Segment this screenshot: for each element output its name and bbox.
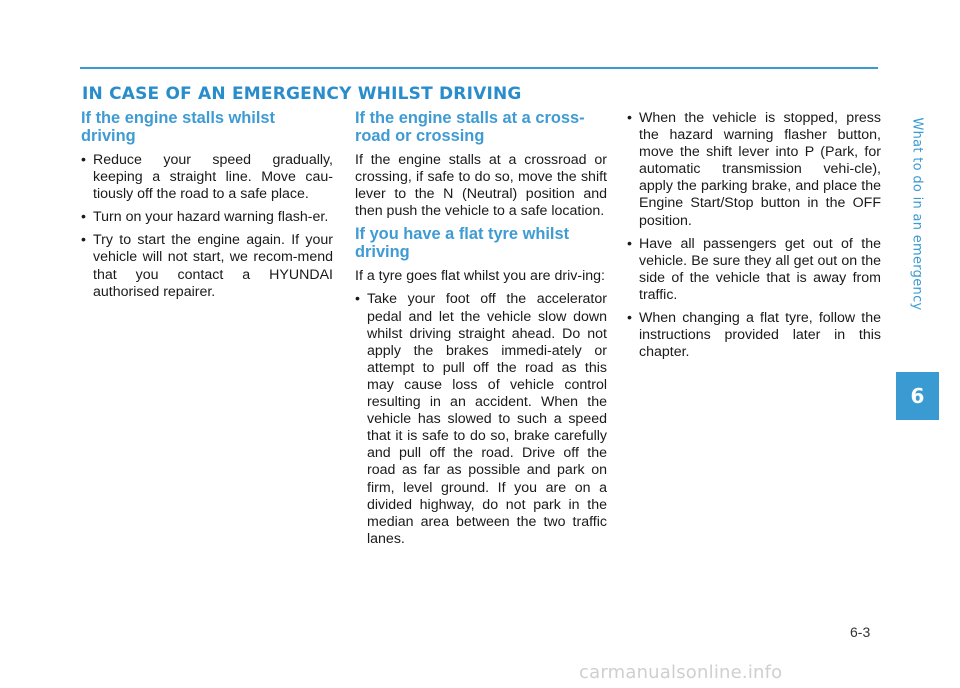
paragraph-flat-tyre-intro: If a tyre goes flat whilst you are driv-ing: bbox=[355, 268, 605, 285]
engine-stalls-list bbox=[81, 152, 333, 301]
list-item: • Have all passengers get out of the vehicle. Be sure they all get out on the side of the vehicle that is away from traffic. bbox=[627, 235, 881, 303]
bullet-icon: • bbox=[627, 310, 632, 327]
column-2 bbox=[355, 110, 607, 554]
section-heading-engine-stalls: If the engine stalls whilst driving bbox=[81, 109, 275, 145]
bullet-icon: • bbox=[355, 291, 360, 308]
page-title: IN CASE OF AN EMERGENCY WHILST DRIVING bbox=[82, 84, 522, 104]
page-number: 6-3 bbox=[850, 624, 871, 640]
paragraph-crossroad: If the engine stalls at a crossroad or crossing, if safe to do so, move the shift lever to the N (Neutral) position and then push the vehicle to a safe location. bbox=[355, 152, 607, 220]
watermark: carmanualsonline.info bbox=[579, 662, 783, 683]
bullet-icon: • bbox=[627, 235, 632, 252]
list-item: • When changing a flat tyre, follow the instructions provided later in this chapter. bbox=[627, 310, 881, 361]
column-1 bbox=[81, 110, 333, 307]
chapter-label: What to do in an emergency bbox=[909, 117, 925, 311]
bullet-icon: • bbox=[81, 152, 86, 168]
bullet-icon: • bbox=[627, 110, 632, 126]
stopped-vehicle-list bbox=[627, 110, 881, 361]
list-item: • Turn on your hazard warning flash-er. bbox=[81, 209, 329, 226]
list-item: • Try to start the engine again. If your vehicle will not start, we recom-mend that you contact a HYUNDAI authorised repairer. bbox=[81, 232, 333, 300]
section-heading-crossroad: If the engine stalls at a cross-road or crossing bbox=[355, 109, 585, 145]
column-3 bbox=[627, 110, 881, 367]
chapter-tab: 6 bbox=[896, 372, 939, 420]
list-item: • Reduce your speed gradually, keeping a straight line. Move cau-tiously off the road to a safe place. bbox=[81, 152, 333, 203]
header-rule bbox=[80, 67, 878, 69]
bullet-icon: • bbox=[81, 232, 86, 249]
list-item: • When the vehicle is stopped, press the hazard warning flasher button, move the shift lever into P (Park, for automatic transmission vehi-cle), apply the parking brake, and place the Engine Start/Stop button in the OFF position. bbox=[627, 110, 881, 229]
list-item: • Take your foot off the accelerator pedal and let the vehicle slow down whilst driving straight ahead. Do not apply the brakes immedi-ately or attempt to pull off the road as this may cause loss of vehicle control resulting in an accident. When the vehicle has slowed to such a speed that it is safe to do so, brake carefully and pull off the road. Drive off the road as far as possible and park on firm, level ground. If you are on a divided highway, do not park in the median area between the two traffic lanes. bbox=[355, 291, 607, 547]
section-heading-flat-tyre: If you have a flat tyre whilst driving bbox=[355, 225, 570, 261]
flat-tyre-list bbox=[355, 291, 607, 547]
bullet-icon: • bbox=[81, 209, 86, 226]
